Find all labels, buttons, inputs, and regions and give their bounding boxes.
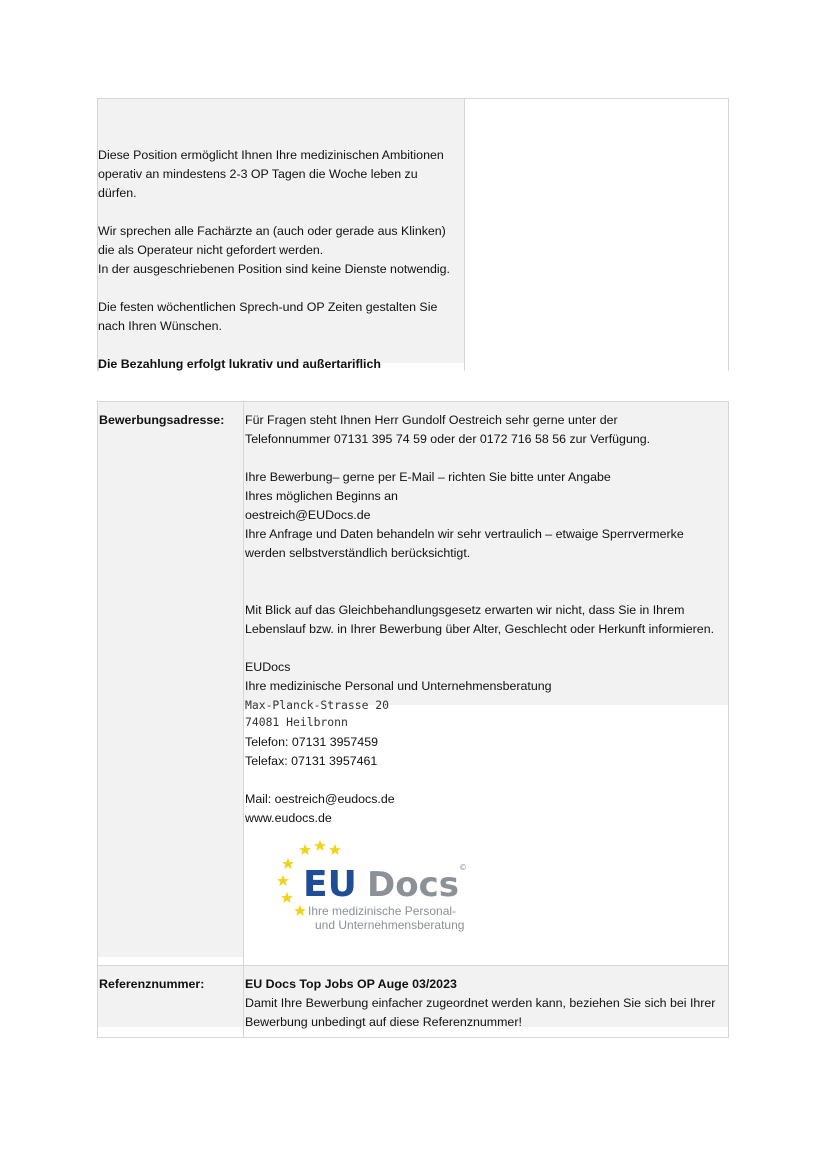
logo-eu-text: EU	[303, 864, 357, 905]
reference-note: Damit Ihre Bewerbung einfacher zugeordnet werden kann, beziehen Sie sich bei Ihrer	[245, 996, 716, 1010]
apply-line: Ihre Bewerbung– gerne per E-Mail – richten Sie bitte unter Angabe	[245, 470, 611, 484]
agg-line: Lebenslauf bzw. in Ihrer Bewerbung über Alter, Geschlecht oder Herkunft informieren.	[245, 622, 715, 636]
paragraph-line: In der ausgeschriebenen Position sind keine Dienste notwendig.	[98, 262, 450, 276]
paragraph-line: dürfen.	[98, 186, 137, 200]
apply-line: Ihres möglichen Beginns an	[245, 489, 398, 503]
row-divider	[98, 965, 728, 966]
contact-line: Telefonnummer 07131 395 74 59 oder der 0172 716 58 56 zur Verfügung.	[245, 432, 651, 446]
company-name: EUDocs	[245, 660, 291, 674]
empty-side-cell	[464, 98, 729, 371]
mail-address[interactable]: Mail: oestreich@eudocs.de	[245, 792, 395, 806]
agg-line: Mit Blick auf das Gleichbehandlungsgesetz erwarten wir nicht, dass Sie in Ihrem	[245, 603, 685, 617]
reference-number-label: Referenznummer:	[99, 977, 205, 991]
contact-table	[97, 401, 729, 1038]
website-link[interactable]: www.eudocs.de	[245, 811, 332, 825]
paragraph-line: die als Operateur nicht gefordert werden.	[98, 243, 324, 257]
column-divider	[243, 402, 244, 1037]
privacy-line: Ihre Anfrage und Daten behandeln wir sehr vertraulich – etwaige Sperrvermerke	[245, 527, 684, 541]
copyright-symbol: ©	[459, 863, 467, 872]
paragraph-line: Wir sprechen alle Fachärzte an (auch oder gerade aus Klinken)	[98, 224, 446, 238]
paragraph-line: operativ an mindestens 2-3 OP Tagen die Woche leben zu	[98, 167, 418, 181]
company-subtitle: Ihre medizinische Personal und Unternehmensberatung	[245, 679, 552, 693]
logo-tagline-line1: Ihre medizinische Personal-	[308, 904, 457, 918]
eudocs-logo	[245, 836, 477, 940]
logo-docs-text: Docs	[367, 865, 459, 905]
reference-details	[245, 975, 727, 1032]
logo-tagline-line2: und Unternehmensberatung	[315, 918, 465, 932]
fax-number: Telefax: 07131 3957461	[245, 754, 378, 768]
street-address: Max-Planck-Strasse 20	[245, 698, 390, 712]
reference-note: Bewerbung unbedingt auf diese Referenznummer!	[245, 1015, 522, 1029]
paragraph-line: Die festen wöchentlichen Sprech-und OP Zeiten gestalten Sie	[98, 300, 438, 314]
city-address: 74081 Heilbronn	[245, 715, 348, 729]
privacy-line: werden selbstverständlich berücksichtigt.	[245, 546, 471, 560]
reference-code: EU Docs Top Jobs OP Auge 03/2023	[245, 977, 457, 991]
paragraph-line: Diese Position ermöglicht Ihnen Ihre medizinischen Ambitionen	[98, 148, 444, 162]
description-text	[98, 146, 462, 374]
application-details	[245, 411, 727, 828]
paragraph-line: nach Ihren Wünschen.	[98, 319, 222, 333]
apply-email[interactable]: oestreich@EUDocs.de	[245, 508, 371, 522]
payment-statement: Die Bezahlung erfolgt lukrativ und außertariflich	[98, 357, 381, 371]
application-address-label: Bewerbungsadresse:	[99, 413, 225, 427]
contact-line: Für Fragen steht Ihnen Herr Gundolf Oestreich sehr gerne unter der	[245, 413, 618, 427]
position-description-table	[97, 98, 729, 371]
phone-number: Telefon: 07131 3957459	[245, 735, 378, 749]
